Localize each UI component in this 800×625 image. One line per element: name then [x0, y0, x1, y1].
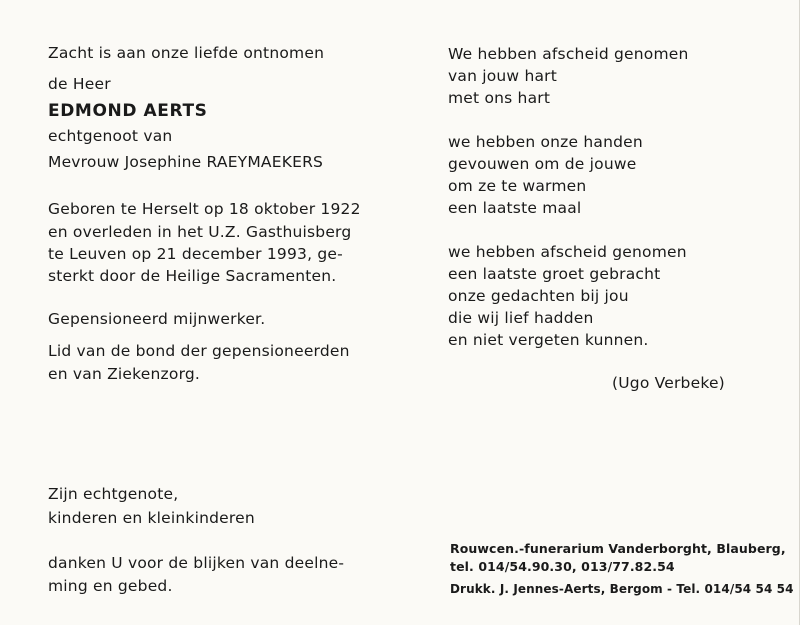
honorific: de Heer [48, 75, 111, 93]
bio-line: sterkt door de Heilige Sacramenten. [48, 267, 337, 285]
poem-line: om ze te warmen [448, 177, 587, 195]
family-line: Zijn echtgenote, [48, 485, 179, 503]
funeral-home-phone: tel. 014/54.90.30, 013/77.82.54 [450, 559, 675, 574]
bio-line: te Leuven op 21 december 1993, ge- [48, 245, 343, 263]
thanks-line: danken U voor de blijken van deelne- [48, 554, 345, 572]
spouse-label: echtgenoot van [48, 127, 173, 145]
poem-line: onze gedachten bij jou [448, 287, 629, 305]
poem-line: gevouwen om de jouwe [448, 155, 637, 173]
poem-line: we hebben onze handen [448, 133, 643, 151]
poem-line: We hebben afscheid genomen [448, 45, 689, 63]
poem-author: (Ugo Verbeke) [612, 374, 725, 392]
bio-line: Geboren te Herselt op 18 oktober 1922 [48, 200, 361, 218]
poem-line: van jouw hart [448, 67, 558, 85]
thanks-line: ming en gebed. [48, 577, 173, 595]
poem-line: met ons hart [448, 89, 551, 107]
bio-line: en overleden in het U.Z. Gasthuisberg [48, 223, 352, 241]
funeral-home-line: Rouwcen.-funerarium Vanderborght, Blauberg, [450, 541, 786, 556]
poem-line: we hebben afscheid genomen [448, 243, 687, 261]
poem-line: een laatste maal [448, 199, 582, 217]
poem-line: en niet vergeten kunnen. [448, 331, 649, 349]
membership-line: en van Ziekenzorg. [48, 365, 201, 383]
intro-line: Zacht is aan onze liefde ontnomen [48, 44, 325, 62]
poem-line: een laatste groet gebracht [448, 265, 661, 283]
membership-line: Lid van de bond der gepensioneerden [48, 342, 350, 360]
deceased-name: EDMOND AERTS [48, 101, 208, 121]
poem-line: die wij lief hadden [448, 309, 594, 327]
printer-line: Drukk. J. Jennes-Aerts, Bergom - Tel. 014/54 54 54 [450, 582, 794, 596]
occupation: Gepensioneerd mijnwerker. [48, 310, 266, 328]
family-line: kinderen en kleinkinderen [48, 509, 255, 527]
spouse-name: Mevrouw Josephine RAEYMAEKERS [48, 153, 324, 171]
